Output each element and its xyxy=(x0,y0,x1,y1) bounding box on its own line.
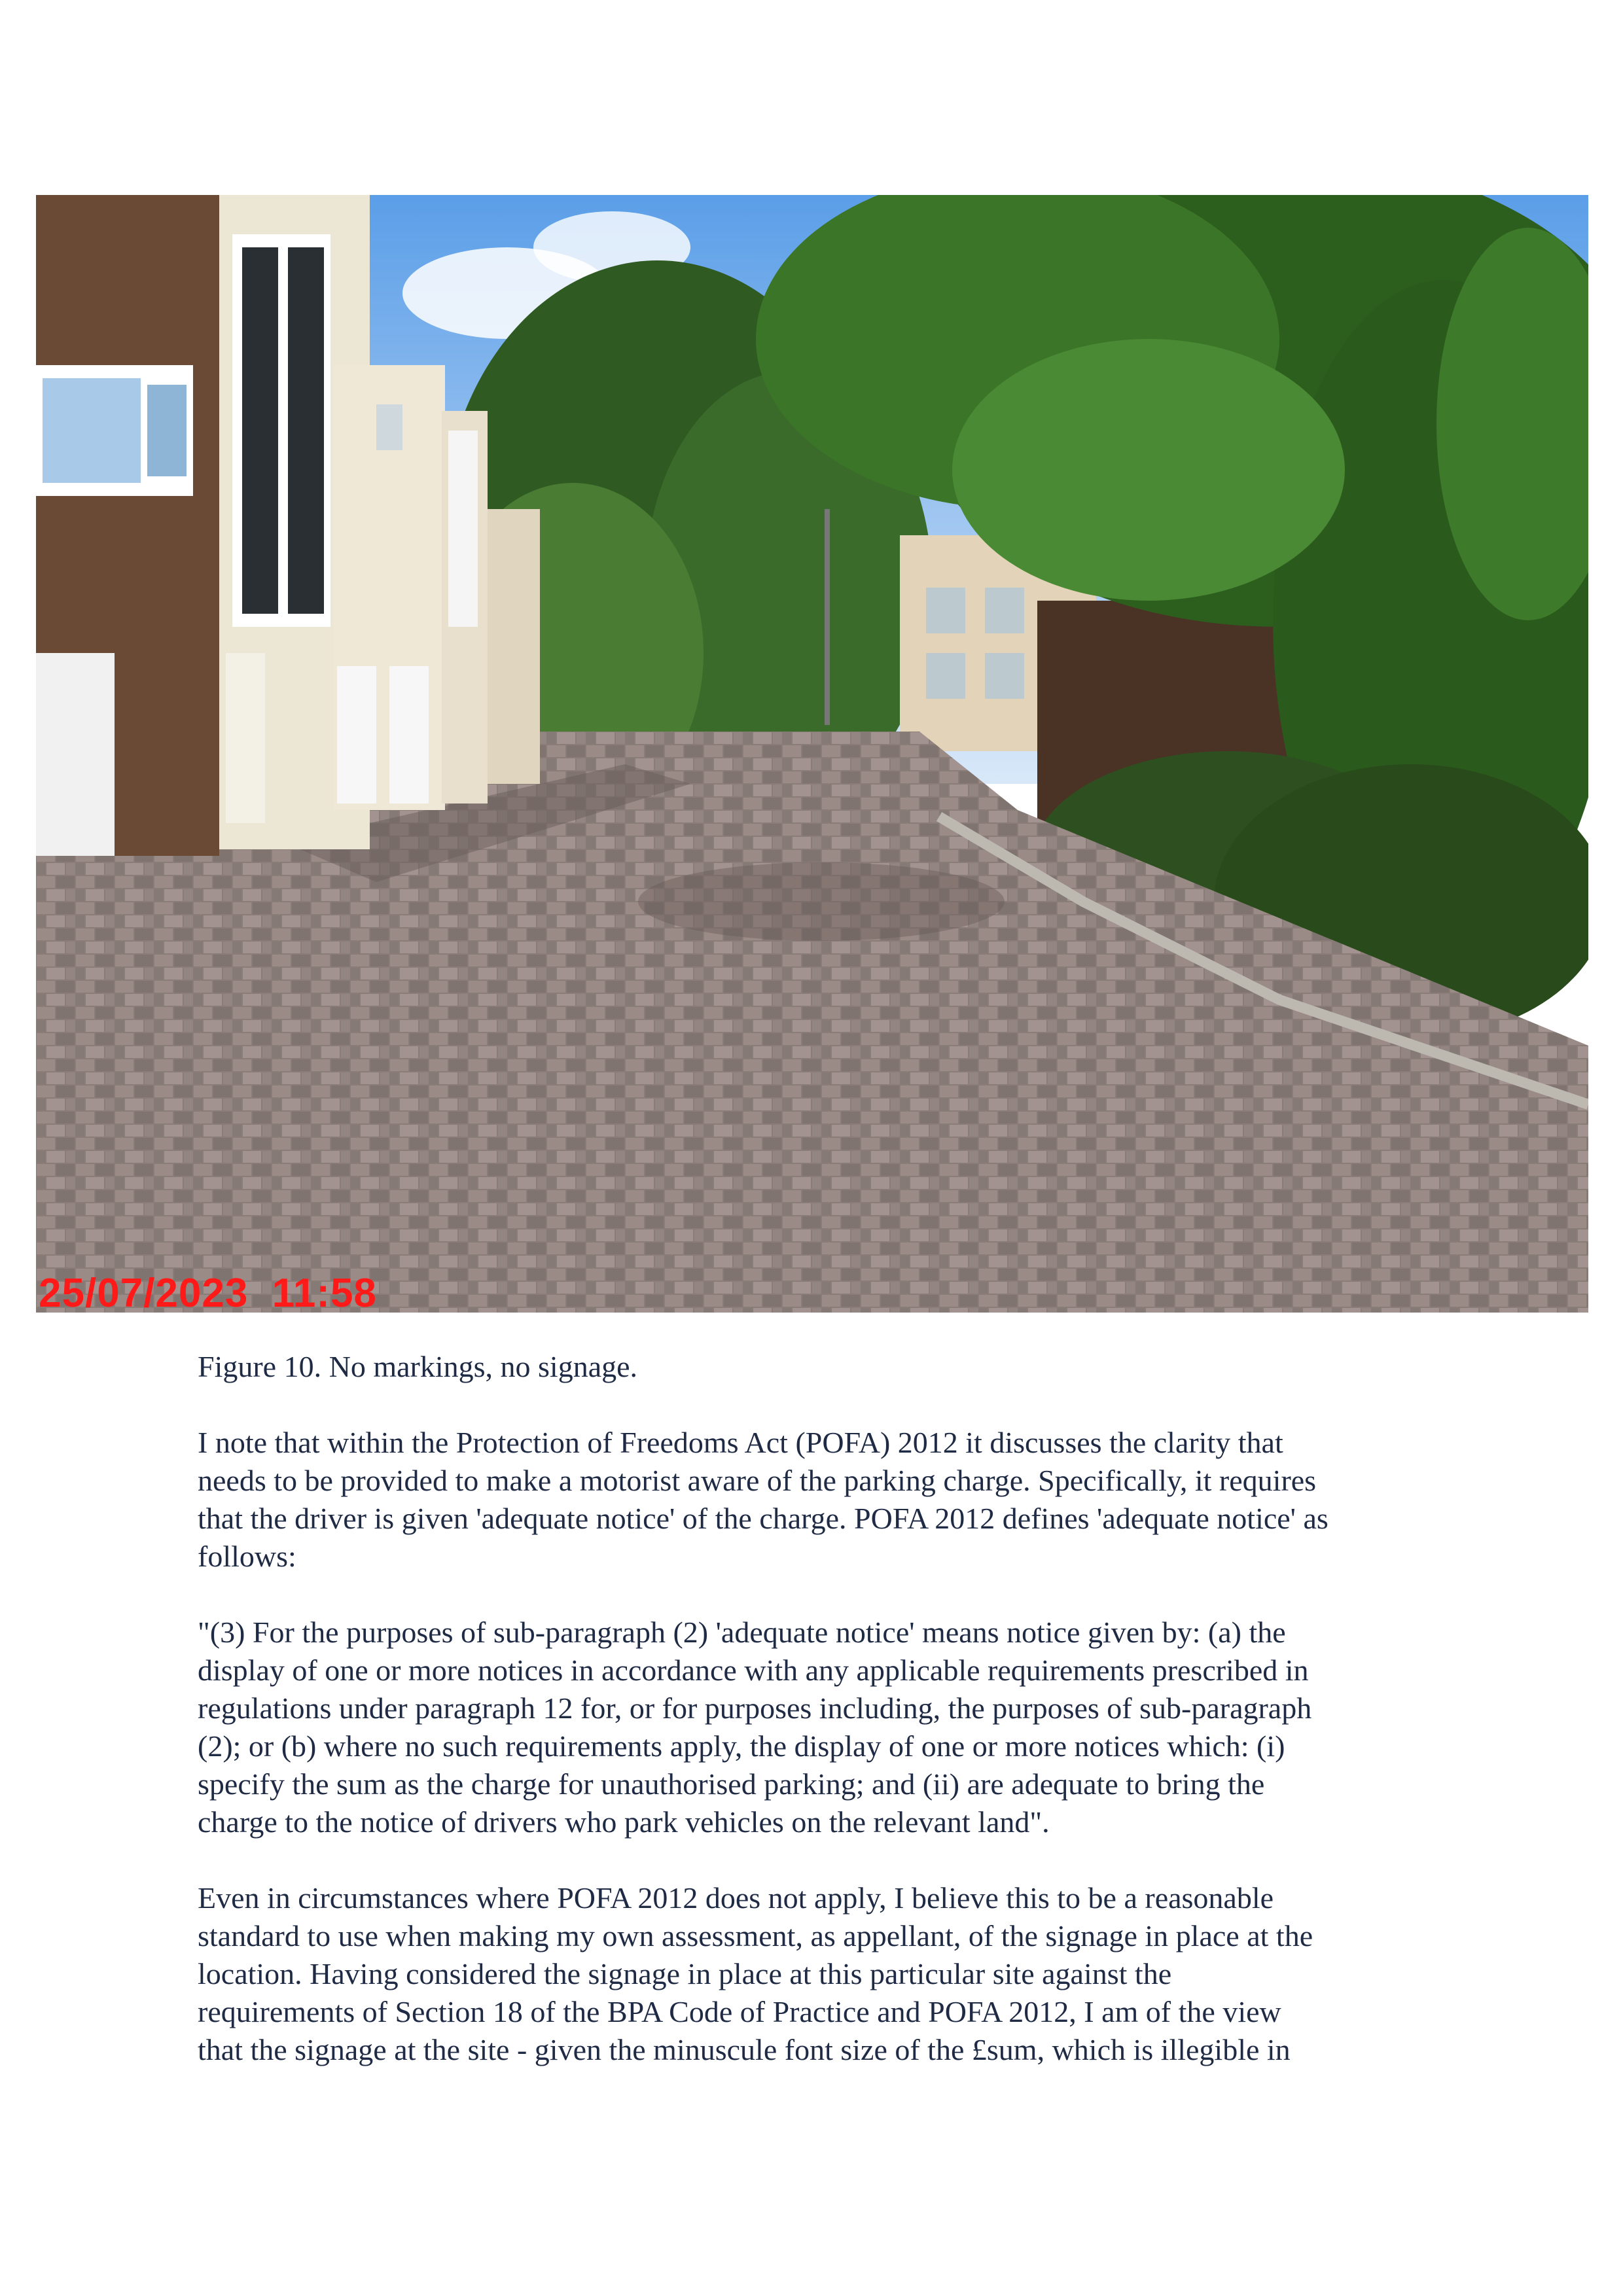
text-line: specify the sum as the charge for unauthorised parking; and (ii) are adequate to bring the xyxy=(198,1767,1265,1801)
paragraph-assessment xyxy=(198,1879,1480,2069)
text-line: Even in circumstances where POFA 2012 does not apply, I believe this to be a reasonable xyxy=(198,1881,1274,1915)
text-line: display of one or more notices in accordance with any applicable requirements prescribed in xyxy=(198,1653,1309,1687)
text-line: needs to be provided to make a motorist aware of the parking charge. Specifically, it requires xyxy=(198,1464,1317,1497)
text-line: charge to the notice of drivers who park vehicles on the relevant land". xyxy=(198,1805,1050,1839)
photo-timestamp: 25/07/2023 11:58 xyxy=(39,1271,377,1313)
document-body xyxy=(198,1348,1480,2107)
text-line: I note that within the Protection of Freedoms Act (POFA) 2012 it discusses the clarity that xyxy=(198,1426,1283,1459)
text-line: location. Having considered the signage in place at this particular site against the xyxy=(198,1957,1172,1990)
text-line: (2); or (b) where no such requirements apply, the display of one or more notices which: (i) xyxy=(198,1729,1285,1763)
text-line: that the signage at the site - given the minuscule font size of the £sum, which is illegible in xyxy=(198,2033,1291,2066)
text-line: that the driver is given 'adequate notice' of the charge. POFA 2012 defines 'adequate notice' as xyxy=(198,1502,1329,1535)
paragraph-pofa-quote xyxy=(198,1614,1480,1841)
figure-caption xyxy=(198,1348,1480,1386)
text-line: regulations under paragraph 12 for, or for purposes including, the purposes of sub-paragraph xyxy=(198,1691,1312,1725)
street-photo xyxy=(36,195,1588,1313)
street-photo-illustration xyxy=(36,195,1588,1313)
caption-line: Figure 10. No markings, no signage. xyxy=(198,1350,638,1383)
text-line: standard to use when making my own assessment, as appellant, of the signage in place at the xyxy=(198,1919,1313,1952)
paragraph-pofa-intro xyxy=(198,1424,1480,1576)
text-line: "(3) For the purposes of sub-paragraph (2) 'adequate notice' means notice given by: (a) the xyxy=(198,1616,1286,1649)
text-line: requirements of Section 18 of the BPA Code of Practice and POFA 2012, I am of the view xyxy=(198,1995,1281,2028)
text-line: follows: xyxy=(198,1540,296,1573)
